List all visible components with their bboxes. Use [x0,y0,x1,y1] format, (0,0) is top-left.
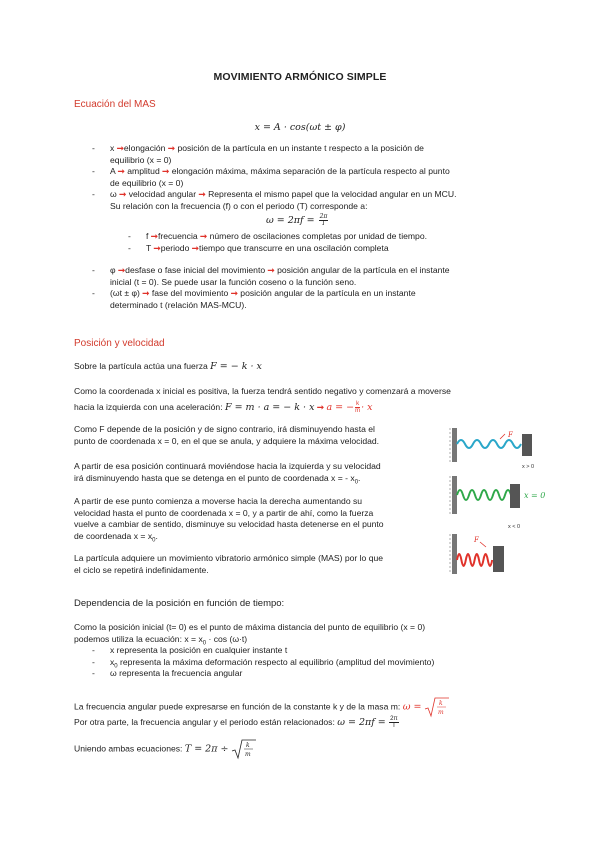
paragraph-period-formula: Uniendo ambas ecuaciones: T = 2π ÷ k m [74,739,544,759]
spring-oscillation-figure [448,422,546,582]
position-label: x > 0 [522,464,535,470]
paragraph-position-time: Como la posición inicial (t= 0) es el punto de máxima distancia del punto de equilibrio (x = 0) podemos utiliza la ecuación: $x = x_0 \cdot \cos (\omega\cdot t)$ [74,622,426,647]
sqrt-k-over-m [231,739,257,759]
section-heading-dependencia: Dependencia de la posición en función de tiempo: [74,598,285,609]
arrow-icon: ➞ [198,189,206,199]
arrow-icon: ➞ [167,143,176,153]
paragraph-p5: A partir de ese punto comienza a moverse hacia la derecha aumentando su velocidad hasta el punto de coordenada x = 0, y a partir de ahí, como la fuerza vuelve a cambiar de sentido, disminuye su velocidad hasta detenerse en el punto de coordenada $x = x_0$. [74,496,384,544]
arrow-icon: ➞ [142,288,150,298]
page-title: MOVIMIENTO ARMÓNICO SIMPLE [213,71,387,83]
list-item: - $x_0$ representa la máxima deformación respecto al equilibrio (amplitud del movimiento) [92,656,435,670]
arrow-icon: ➞ [116,143,124,153]
arrow-icon: ➞ [191,243,199,253]
arrow-icon: ➞ [316,401,325,412]
paragraph-p4: A partir de esa posición continuará moviéndose hacia la izquierda y su velocidad irá disminuyendo hasta que se detenga en el punto de coordenada x = - $x_0$. [74,461,381,486]
spring-equilibrium [450,476,545,514]
mas-equation: x = A · cos(ωt ± φ) [254,122,346,133]
omega-equation: ω = 2πf = $\frac{2\pi}{T}$ [266,213,328,227]
list-item: - A ➞ amplitud ➞ elongación máxima, máxima separación de la partícula respecto al punto de equilibrio (x = 0) [92,166,450,188]
list-item: - ω ➞ velocidad angular ➞ Representa el mismo papel que la velocidad angular en un MCU. Su relación con la frecuencia (f) o con el periodo (T) corresponde a: [92,189,457,211]
paragraph-p6: La partícula adquiere un movimiento vibratorio armónico simple (MAS) por lo que el ciclo se repetirá indefinidamente. [74,553,384,575]
paragraph-force: Sobre la partícula actúa una fuerza F = − k · x [74,361,262,372]
svg-text:k: k [438,700,443,707]
list-item: - ω representa la frecuencia angular [92,668,243,678]
list-item: - φ ➞desfase o fase inicial del movimiento ➞ posición angular de la partícula en el instante inicial (t = 0). Se puede usar la función coseno o la función seno. [92,265,450,287]
svg-text:k: k [245,742,250,749]
section-heading-posicion: Posición y velocidad [74,338,165,349]
variable-list [92,143,532,212]
list-item: - x ➞elongación ➞ posición de la partícula en un instante t respecto a la posición de equilibrio (x = 0) [92,143,424,165]
section-heading-ecuacion: Ecuación del MAS [74,99,156,110]
arrow-icon: ➞ [267,265,275,275]
equilibrium-label: x = 0 [524,491,546,500]
arrow-icon: ➞ [162,166,170,176]
position-list [92,645,532,680]
arrow-icon: ➞ [200,231,208,241]
svg-text:m: m [244,751,251,758]
spring-stretched [450,428,534,470]
arrow-icon: ➞ [150,231,158,241]
sub-list [128,231,528,255]
arrow-icon: ➞ [117,265,126,275]
position-label: x < 0 [508,524,521,530]
list-item: - (ωt ± φ) ➞ fase del movimiento ➞ posición angular de la partícula en un instante determinado t (relación MAS-MCU). [92,288,416,310]
paragraph-omega-k-m: La frecuencia angular puede expresarse en función de la constante k y de la masa m: ω = k m [74,697,544,717]
paragraph-omega-period: Por otra parte, la frecuencia angular y el periodo están relacionados: ω = 2πf = $\frac{2\pi}{T}$ [74,716,398,729]
arrow-icon: ➞ [153,243,161,253]
arrow-icon: ➞ [117,166,125,176]
arrow-icon: ➞ [119,189,127,199]
spring-compressed [450,524,520,574]
list-item: - x representa la posición en cualquier instante t [92,645,288,655]
svg-text:m: m [437,709,444,716]
sqrt-k-over-m [424,697,450,717]
paragraph-acceleration: Como la coordenada x inicial es positiva, la fuerza tendrá sentido negativo y comenzará a moverse hacia la izquierda con una aceleración: F = m · a = − k · x ➞ a = − $\frac{k}{m}$ · x [74,386,451,414]
arrow-icon: ➞ [230,288,238,298]
force-label: F [508,431,513,439]
phase-list [92,265,532,311]
force-label: F [474,536,479,544]
list-item: - T ➞periodo ➞tiempo que transcurre en una oscilación completa [128,243,389,253]
paragraph-p3: Como F depende de la posición y de signo contrario, irá disminuyendo hasta el punto de coordenada x = 0, en el que se anula, y adquiere la máxima velocidad. [74,424,380,446]
list-item: - f ➞frecuencia ➞ número de oscilaciones completas por unidad de tiempo. [128,231,427,241]
